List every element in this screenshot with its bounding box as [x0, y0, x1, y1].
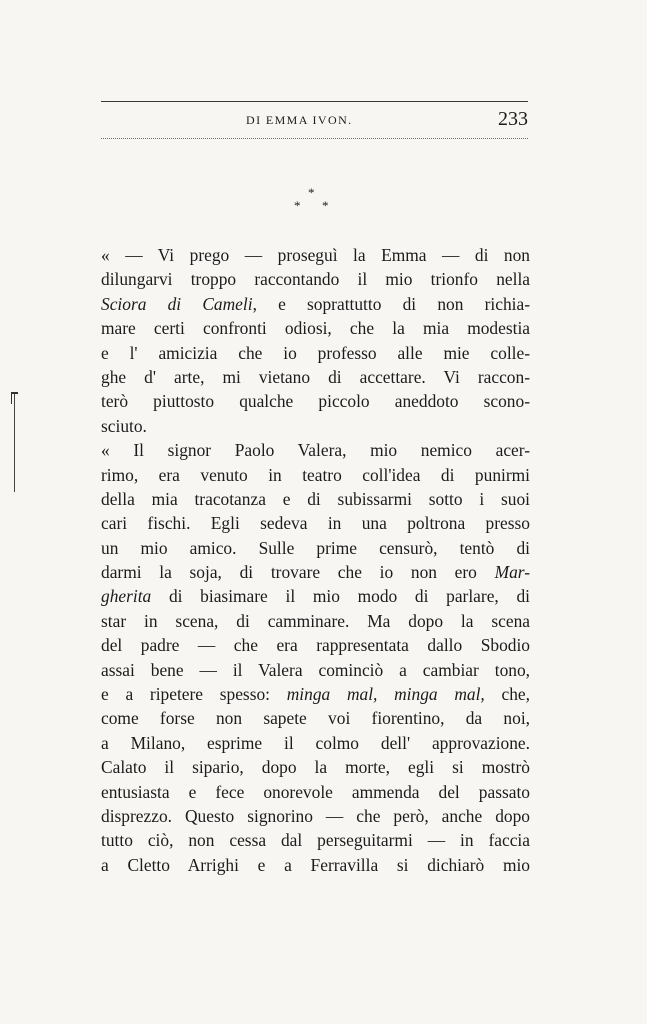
text-line: ghe d' arte, mi vietano di accettare. Vi raccon- — [101, 366, 530, 387]
text-line: della mia tracotanza e di subissarmi sotto i suoi — [101, 488, 530, 509]
page-number: 233 — [498, 108, 528, 130]
text-line: a Cletto Arrighi e a Ferravilla si dichiarò mio — [101, 854, 530, 875]
text-line: come forse non sapete voi fiorentino, da noi, — [101, 708, 530, 729]
text-line: disprezzo. Questo signorino — che però, anche dopo — [101, 805, 530, 826]
italic-phrase: minga mal, minga mal, — [286, 684, 485, 705]
margin-bracket-mark — [14, 392, 23, 492]
italic-phrase: Mar- — [494, 562, 530, 583]
text-line: star in scena, di camminare. Ma dopo la scena — [101, 610, 530, 631]
text-line — [101, 292, 530, 316]
asterisk-glyph: * — [308, 185, 315, 200]
italic-phrase: Sciora di Cameli — [101, 293, 253, 314]
text-line: un mio amico. Sulle prime censurò, tentò di — [101, 537, 530, 558]
asterism-separator — [290, 186, 340, 216]
text-line: assai bene — il Valera cominciò a cambiar tono, — [101, 659, 530, 680]
text-line: entusiasta e fece onorevole ammenda del passato — [101, 781, 530, 802]
header-rule-bottom — [101, 138, 528, 139]
text-line: dilungarvi troppo raccontando il mio trionfo nella — [101, 269, 530, 290]
body-text — [101, 243, 530, 877]
text-line: a Milano, esprime il colmo dell' approvazione. — [101, 732, 530, 753]
text-line: mare certi confronti odiosi, che la mia modestia — [101, 318, 530, 339]
text-line — [101, 560, 530, 584]
text-run: , e soprattutto di non richia- — [252, 293, 530, 314]
text-line: terò piuttosto qualche piccolo aneddoto scono- — [101, 391, 530, 412]
running-title: DI EMMA IVON. — [246, 113, 353, 127]
text-line: rimo, era venuto in teatro coll'idea di punirmi — [101, 464, 530, 485]
text-line: cari fischi. Egli sedeva in una poltrona presso — [101, 513, 530, 534]
text-line: e l' amicizia che io professo alle mie colle- — [101, 342, 530, 363]
text-run: che, — [484, 684, 530, 705]
italic-phrase: gherita — [101, 586, 152, 607]
asterisk-glyph: * — [322, 198, 329, 213]
text-run: e a ripetere spesso: — [101, 684, 287, 705]
text-run: darmi la soja, di trovare che io non ero — [101, 562, 495, 583]
text-line: « Il signor Paolo Valera, mio nemico acer- — [101, 440, 530, 461]
header-rule-top — [101, 101, 528, 102]
text-line: Calato il sipario, dopo la morte, egli si mostrò — [101, 757, 530, 778]
text-line: sciuto. — [101, 415, 147, 436]
text-line: tutto ciò, non cessa dal perseguitarmi — in faccia — [101, 830, 530, 851]
text-line: del padre — che era rappresentata dallo Sbodio — [101, 635, 530, 656]
text-line: « — Vi prego — proseguì la Emma — di non — [101, 245, 530, 265]
text-line — [101, 584, 530, 608]
running-head — [101, 110, 528, 134]
asterisk-glyph: * — [294, 198, 301, 213]
text-run: di biasimare il mio modo di parlare, di — [151, 586, 530, 607]
text-line — [101, 682, 530, 706]
